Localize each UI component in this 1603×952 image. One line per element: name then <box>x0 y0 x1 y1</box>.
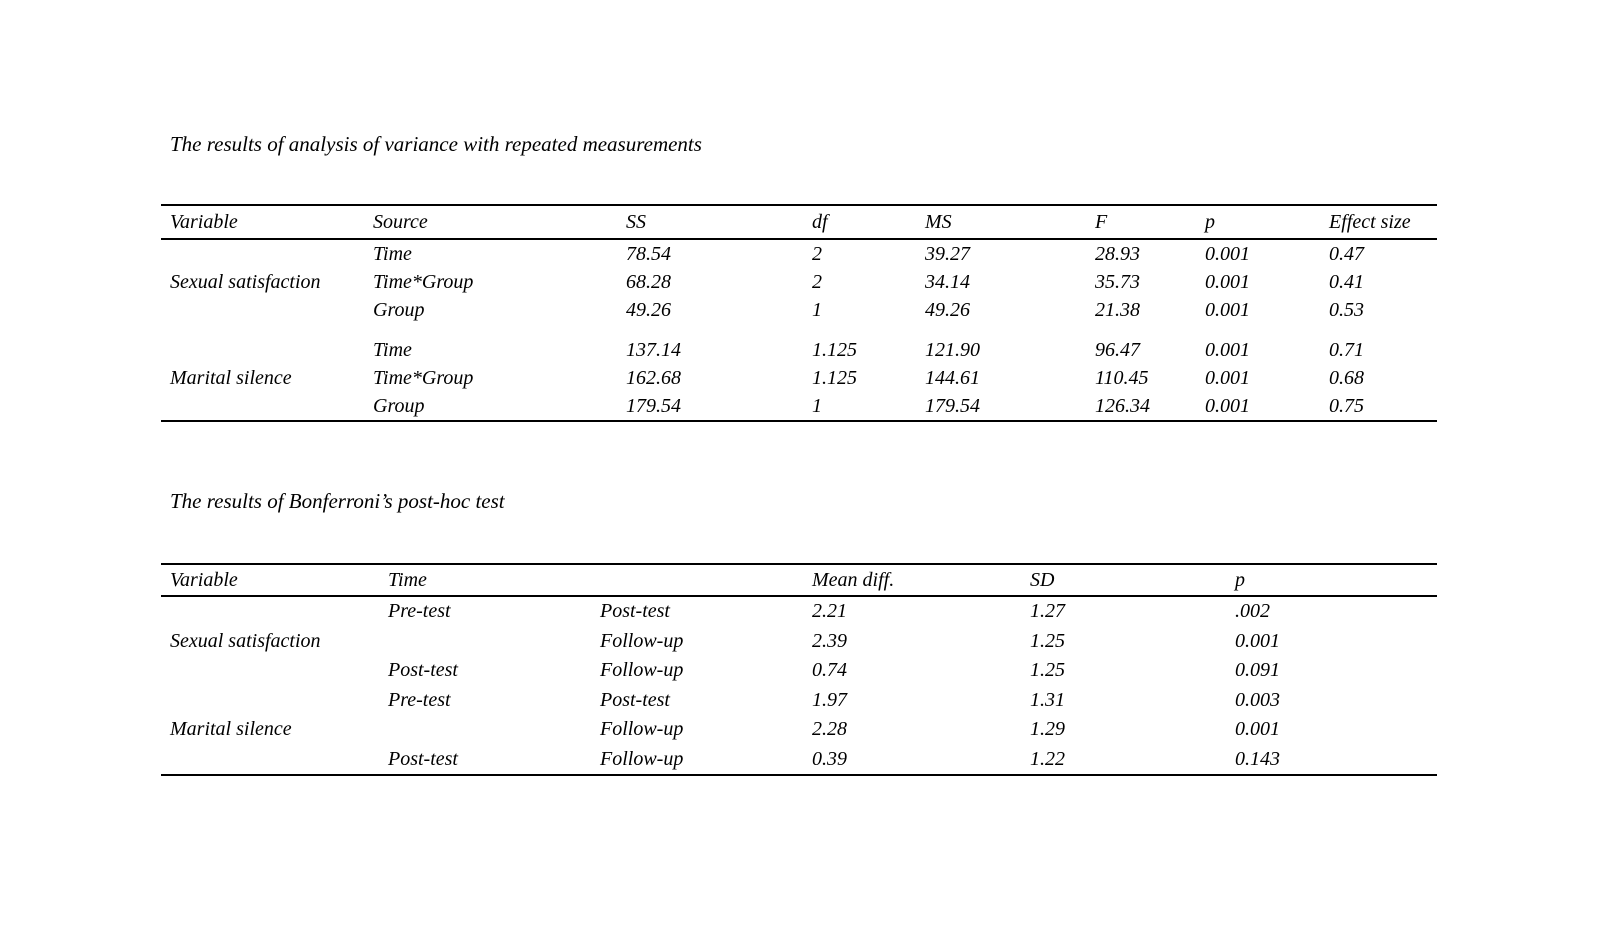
cell-source: Group <box>373 298 425 321</box>
cell-source: Time <box>373 338 412 361</box>
cell-f: 35.73 <box>1095 270 1140 293</box>
cell-ms: 34.14 <box>925 270 970 293</box>
header-p: p <box>1196 205 1320 239</box>
header-df: df <box>803 205 916 239</box>
cell-p: 0.001 <box>1205 298 1250 321</box>
cell-ss: 49.26 <box>626 298 671 321</box>
cell-mean-diff: 0.39 <box>812 747 847 770</box>
cell-ss: 68.28 <box>626 270 671 293</box>
cell-sd: 1.22 <box>1030 747 1065 770</box>
cell-f: 110.45 <box>1095 366 1149 389</box>
header-variable: Variable <box>161 205 364 239</box>
anova-results-table <box>161 204 1437 422</box>
header-source: Source <box>364 205 617 239</box>
cell-source: Group <box>373 394 425 417</box>
cell-sd: 1.31 <box>1030 688 1065 711</box>
cell-f: 96.47 <box>1095 338 1140 361</box>
cell-p: 0.091 <box>1235 659 1280 682</box>
table-row <box>161 596 1437 627</box>
group-spacer <box>161 324 1437 336</box>
cell-sd: 1.27 <box>1030 600 1065 623</box>
cell-f: 28.93 <box>1095 242 1140 265</box>
anova-table-caption: The results of analysis of variance with repeated measurements <box>170 132 702 156</box>
cell-p: 0.001 <box>1235 629 1280 652</box>
header-f: F <box>1086 205 1196 239</box>
cell-p: 0.003 <box>1235 688 1280 711</box>
posthoc-header-row <box>161 564 1437 596</box>
cell-df: 1 <box>812 394 822 417</box>
header-p: p <box>1226 564 1437 596</box>
cell-effect-size: 0.41 <box>1329 270 1364 293</box>
cell-f: 126.34 <box>1095 394 1150 417</box>
header-mean-diff: Mean diff. <box>803 564 1021 596</box>
header-effect-size: Effect size <box>1320 205 1437 239</box>
cell-variable: Sexual satisfaction <box>170 270 321 293</box>
cell-ms: 179.54 <box>925 394 980 417</box>
cell-ms: 49.26 <box>925 298 970 321</box>
cell-p: 0.001 <box>1235 718 1280 741</box>
cell-time-to: Post-test <box>600 688 670 711</box>
cell-effect-size: 0.71 <box>1329 338 1364 361</box>
header-sd: SD <box>1021 564 1226 596</box>
cell-variable: Marital silence <box>170 718 292 741</box>
cell-variable: Sexual satisfaction <box>170 629 321 652</box>
cell-f: 21.38 <box>1095 298 1140 321</box>
cell-ms: 121.90 <box>925 338 980 361</box>
cell-mean-diff: 2.28 <box>812 718 847 741</box>
cell-time-from <box>379 715 591 745</box>
cell-p: 0.001 <box>1205 242 1250 265</box>
cell-time-to: Follow-up <box>600 629 684 652</box>
cell-p: 0.001 <box>1205 394 1250 417</box>
cell-source: Time*Group <box>373 270 474 293</box>
table-row <box>161 239 1437 268</box>
cell-sd: 1.29 <box>1030 718 1065 741</box>
cell-time-to: Post-test <box>600 600 670 623</box>
cell-time-to: Follow-up <box>600 747 684 770</box>
cell-time-from: Pre-test <box>388 688 451 711</box>
cell-sd: 1.25 <box>1030 629 1065 652</box>
cell-ms: 144.61 <box>925 366 980 389</box>
cell-ss: 137.14 <box>626 338 681 361</box>
cell-df: 2 <box>812 242 822 265</box>
posthoc-results-table <box>161 563 1437 776</box>
cell-ms: 39.27 <box>925 242 970 265</box>
cell-time-from: Pre-test <box>388 600 451 623</box>
cell-df: 2 <box>812 270 822 293</box>
anova-header-row <box>161 205 1437 239</box>
table-row <box>161 686 1437 716</box>
cell-ss: 78.54 <box>626 242 671 265</box>
cell-mean-diff: 0.74 <box>812 659 847 682</box>
posthoc-table-caption: The results of Bonferroni’s post-hoc test <box>170 489 505 513</box>
header-time: Time <box>379 564 803 596</box>
header-variable: Variable <box>161 564 379 596</box>
cell-effect-size: 0.75 <box>1329 394 1364 417</box>
cell-time-from <box>379 627 591 657</box>
cell-source: Time <box>373 242 412 265</box>
cell-effect-size: 0.47 <box>1329 242 1364 265</box>
cell-source: Time*Group <box>373 366 474 389</box>
cell-mean-diff: 1.97 <box>812 688 847 711</box>
cell-df: 1.125 <box>812 338 857 361</box>
cell-ss: 179.54 <box>626 394 681 417</box>
cell-df: 1 <box>812 298 822 321</box>
cell-effect-size: 0.68 <box>1329 366 1364 389</box>
cell-time-from: Post-test <box>388 747 458 770</box>
table-row <box>161 336 1437 364</box>
cell-df: 1.125 <box>812 366 857 389</box>
header-ss: SS <box>617 205 803 239</box>
cell-time-to: Follow-up <box>600 718 684 741</box>
cell-variable: Marital silence <box>170 366 292 389</box>
cell-effect-size: 0.53 <box>1329 298 1364 321</box>
cell-mean-diff: 2.39 <box>812 629 847 652</box>
cell-p: 0.143 <box>1235 747 1280 770</box>
cell-time-to: Follow-up <box>600 659 684 682</box>
header-ms: MS <box>916 205 1086 239</box>
cell-mean-diff: 2.21 <box>812 600 847 623</box>
cell-sd: 1.25 <box>1030 659 1065 682</box>
cell-time-from: Post-test <box>388 659 458 682</box>
cell-p: 0.001 <box>1205 338 1250 361</box>
cell-p: 0.001 <box>1205 366 1250 389</box>
cell-p: 0.001 <box>1205 270 1250 293</box>
cell-p: .002 <box>1235 600 1270 623</box>
cell-ss: 162.68 <box>626 366 681 389</box>
